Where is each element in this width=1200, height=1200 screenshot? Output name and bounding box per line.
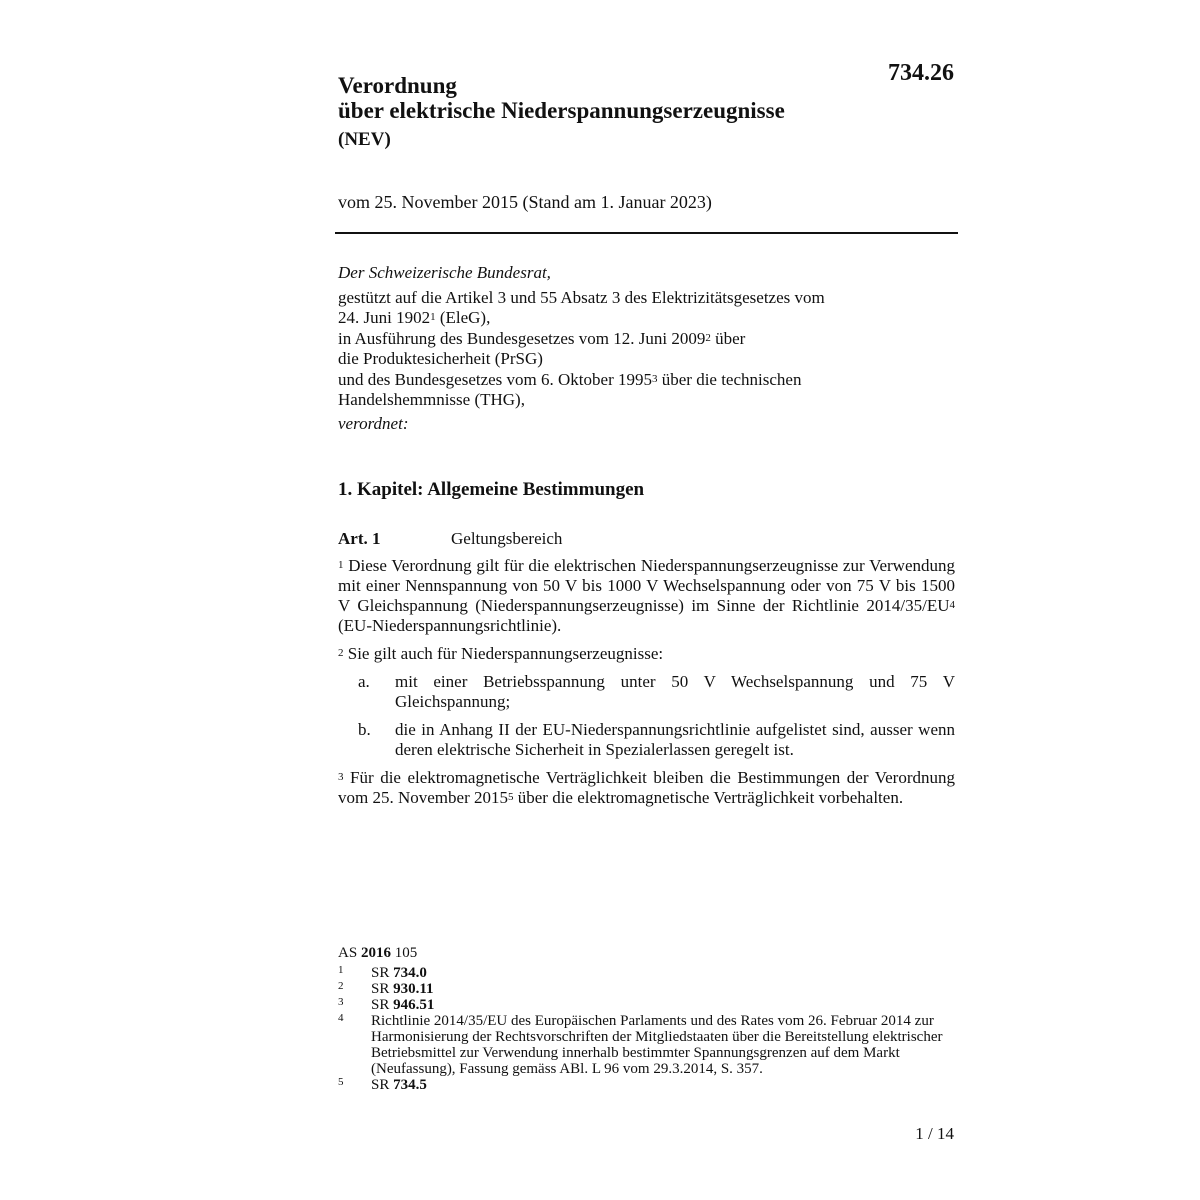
- paragraph-2: [338, 644, 955, 664]
- footnote-prefix: SR: [371, 981, 394, 997]
- as-prefix: AS: [338, 945, 361, 961]
- paragraph-number-2: 2: [338, 647, 344, 659]
- footnote-prefix: SR: [371, 965, 394, 981]
- footnote-ref-2[interactable]: 2: [705, 331, 711, 344]
- list-item-text: die in Anhang II der EU-Niederspannungsrichtlinie aufgelistet sind, ausser wenn deren elektrische Sicherheit in Spezialerlassen geregelt ist.: [395, 720, 955, 759]
- paragraph-3: [338, 768, 955, 808]
- list-item-label: a.: [358, 672, 370, 691]
- footnote: [338, 981, 958, 997]
- header-divider: [335, 232, 958, 234]
- preamble-line-3-text: in Ausführung des Bundesgesetzes vom 12. Juni 2009: [338, 328, 706, 348]
- document-abbreviation: (NEV): [338, 129, 391, 150]
- footnote-text: Richtlinie 2014/35/EU des Europäischen Parlaments und des Rates vom 26. Februar 2014 zur Harmonisierung der Rechtsvorschriften der Mitgliedstaaten über die Bereitstellung elektrischer Betriebsmittel zur Verwendung innerhalb bestimmter Spannungsgrenzen auf dem Markt (Neufassung), Fassung gemäss ABl. L 96 vom 29.3.2014, S. 357.: [371, 1013, 943, 1077]
- footnote: [338, 965, 958, 981]
- footnote-sr-link[interactable]: 946.51: [393, 997, 435, 1013]
- preamble-line-3-rest: über: [710, 328, 746, 348]
- preamble-line-5: [338, 370, 958, 391]
- footnote-ref-5[interactable]: 5: [507, 791, 514, 803]
- as-year: 2016: [360, 945, 391, 961]
- preamble-line-2-text: 24. Juni 1902: [338, 308, 431, 327]
- preamble-line-1: gestützt auf die Artikel 3 und 55 Absatz 3 des Elektrizitätsgesetzes vom: [338, 287, 825, 307]
- sr-number: 734.26: [888, 60, 954, 86]
- paragraph-number-3: 3: [338, 771, 344, 783]
- article-title: Geltungsbereich: [451, 529, 563, 548]
- footnote-prefix: SR: [371, 997, 394, 1013]
- article-heading: [338, 529, 562, 549]
- paragraph-1-rest: (EU-Niederspannungsrichtlinie).: [338, 616, 562, 635]
- preamble-line-3: [338, 329, 958, 350]
- paragraph-2-text: Sie gilt auch für Niederspannungserzeugnisse:: [343, 644, 664, 663]
- list-item-label: b.: [358, 720, 371, 739]
- footnote-sr-link[interactable]: 734.5: [393, 1077, 427, 1093]
- preamble-line-6: Handelshemmnisse (THG),: [338, 390, 525, 409]
- footnote-text: [371, 965, 958, 981]
- footnote-prefix: SR: [371, 1077, 394, 1093]
- chapter-title: 1. Kapitel: Allgemeine Bestimmungen: [338, 479, 645, 500]
- footnote-ref-1[interactable]: 1: [430, 311, 436, 323]
- preamble-line-2: [338, 308, 958, 329]
- preamble-verb: verordnet:: [338, 413, 409, 433]
- as-page: 105: [390, 945, 418, 961]
- footnotes: [338, 945, 958, 1093]
- paragraph-1-text: Diese Verordnung gilt für die elektrischen Niederspannungserzeugnisse zur Verwendung mit einer Nennspannung von 50 V bis 1000 V Wechselspannung oder von 75 V bis 1500 V Gleichspannung (Niederspannungserzeugnisse) im Sinne der Richtlinie 2014/35/EU: [338, 556, 955, 615]
- document-title: [338, 73, 785, 123]
- footnote-text: [371, 981, 958, 997]
- footnote-sr-link[interactable]: 734.0: [393, 965, 427, 981]
- article-number: Art. 1: [338, 529, 381, 548]
- preamble-line-5-rest: über die technischen: [657, 369, 802, 389]
- article-body: [338, 556, 955, 816]
- official-compilation-ref: [338, 945, 958, 961]
- date-line: vom 25. November 2015 (Stand am 1. Januar 2023): [338, 192, 712, 212]
- preamble-line-4: die Produktesicherheit (PrSG): [338, 349, 543, 368]
- footnote-number: 5: [338, 1076, 344, 1088]
- list-item-text: mit einer Betriebsspannung unter 50 V Wechselspannung und 75 V Gleichspannung;: [395, 672, 955, 711]
- footnote-sr-link[interactable]: 930.11: [393, 981, 434, 997]
- title-line-2: über elektrische Niederspannungserzeugnisse: [338, 98, 785, 123]
- footnote-ref-3[interactable]: 3: [651, 372, 658, 385]
- footnote-ref-4[interactable]: 4: [949, 599, 955, 611]
- paragraph-3-text: Für die elektromagnetische Verträglichkeit bleiben die Bestimmungen der Verordnung vom 25. November 2015: [338, 768, 955, 807]
- paragraph-1: [338, 556, 955, 636]
- paragraph-number-1: 1: [338, 559, 344, 571]
- preamble-authority: Der Schweizerische Bundesrat,: [338, 263, 551, 282]
- page-number: 1 / 14: [915, 1124, 954, 1143]
- footnote-number: 1: [338, 964, 344, 976]
- preamble: [338, 263, 958, 434]
- paragraph-3-rest: über die elektromagnetische Verträglichkeit vorbehalten.: [513, 788, 904, 807]
- footnote: [338, 1077, 958, 1093]
- footnote-number: 3: [338, 996, 344, 1008]
- footnote-number: 4: [338, 1012, 344, 1024]
- footnote: [338, 1013, 958, 1077]
- footnote: [338, 997, 958, 1013]
- title-line-1: Verordnung: [338, 73, 457, 98]
- preamble-line-5-text: und des Bundesgesetzes vom 6. Oktober 1995: [338, 369, 652, 389]
- list-item: [338, 672, 955, 712]
- list-item: [338, 720, 955, 760]
- preamble-line-2-rest: (EleG),: [435, 308, 491, 327]
- footnote-text: [371, 997, 958, 1013]
- footnote-number: 2: [338, 980, 344, 992]
- footnote-text: [371, 1077, 958, 1093]
